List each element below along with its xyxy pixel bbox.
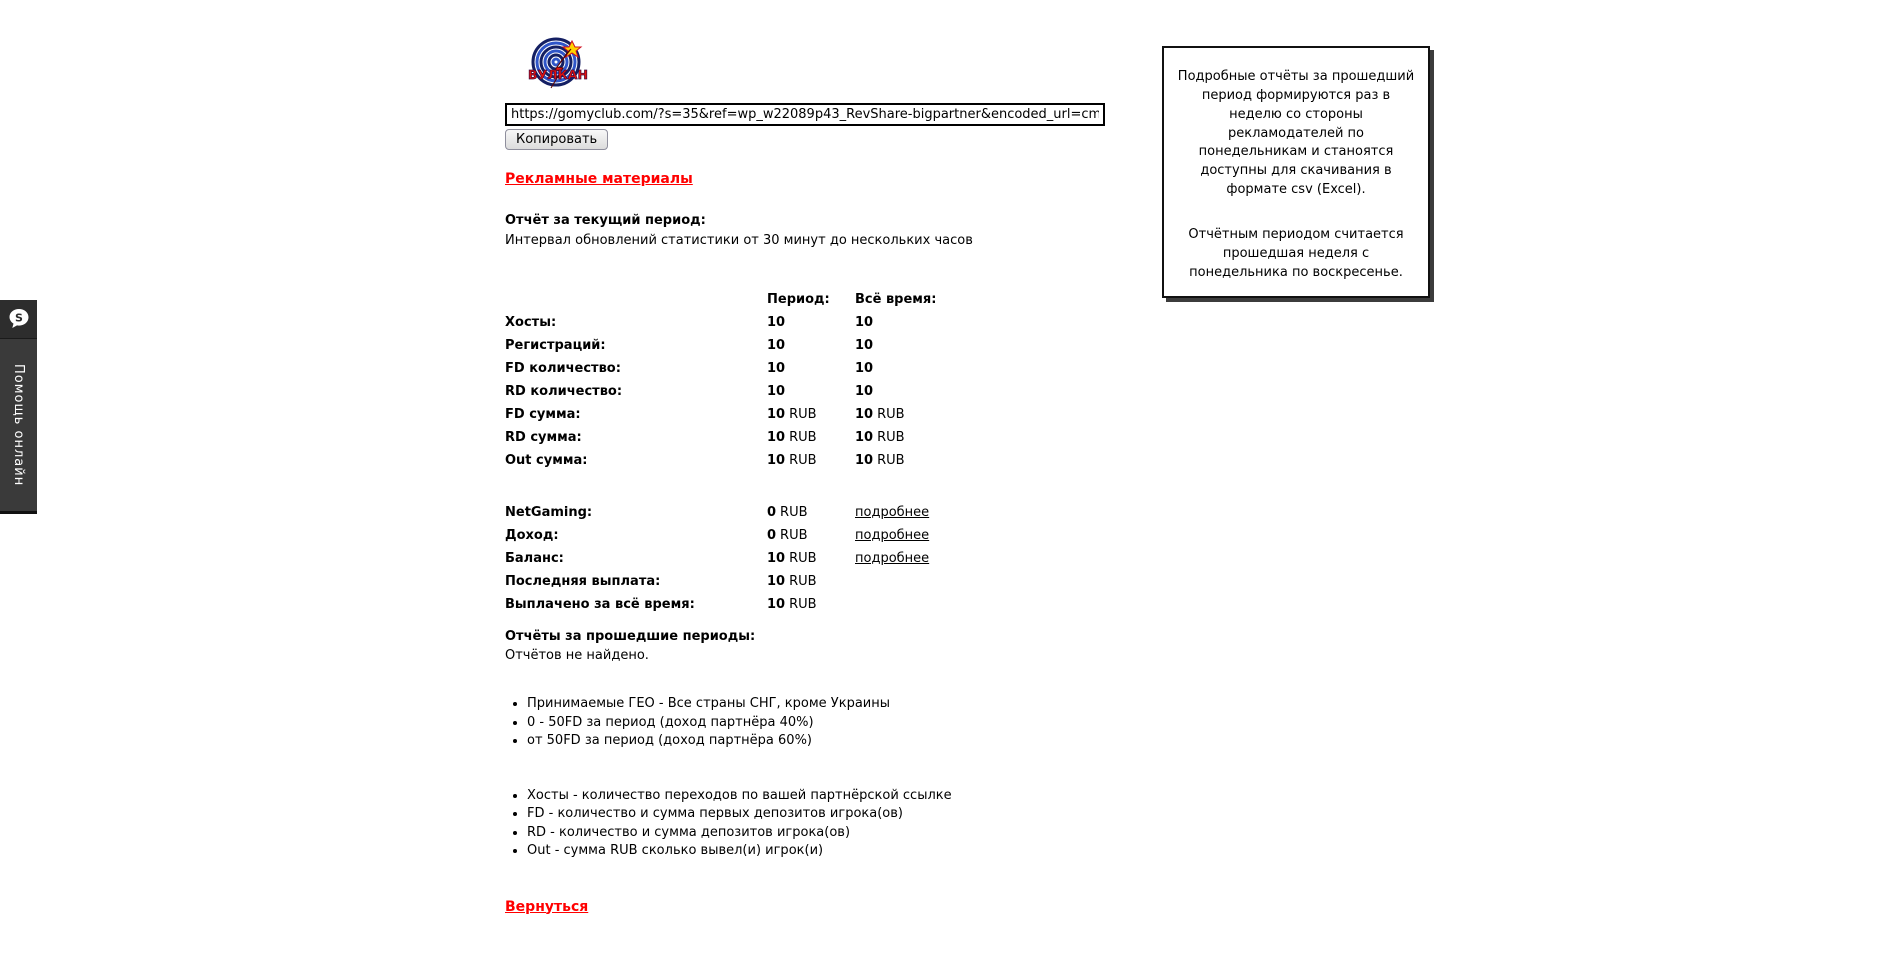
row-value: 10 RUB xyxy=(767,551,817,566)
details-link-netgaming[interactable]: подробнее xyxy=(855,505,930,520)
row-period-value: 10 RUB xyxy=(767,407,817,422)
row-label: FD количество: xyxy=(505,361,621,376)
chat-widget-label[interactable]: Помощь онлайн xyxy=(0,339,37,514)
details-link-balance[interactable]: подробнее xyxy=(855,551,930,566)
summary-table xyxy=(505,501,1165,616)
table-corner-cell xyxy=(505,288,767,311)
promo-materials-link[interactable]: Рекламные материалы xyxy=(505,171,693,187)
list-item: • Out - сумма RUB сколько вывел(и) игрок(и) xyxy=(527,842,1165,861)
list-item: • Принимаемые ГЕО - Все страны СНГ, кроме Украины xyxy=(527,695,1165,714)
info-box-paragraph: Подробные отчёты за прошедший период формируются раз в неделю со стороны рекламодателей по понедельникам и станоятся доступны для скачивания в формате csv (Excel). xyxy=(1177,69,1415,198)
empty-cell xyxy=(855,570,1025,593)
row-value: 0 RUB xyxy=(767,505,808,520)
past-reports-title: Отчёты за прошедшие периоды: xyxy=(505,629,756,644)
row-label: FD сумма: xyxy=(505,407,581,422)
row-period-value: 10 xyxy=(767,361,786,376)
chat-widget[interactable] xyxy=(0,300,37,514)
empty-cell xyxy=(855,593,1025,616)
chat-icon-button[interactable] xyxy=(0,300,37,339)
row-label: Регистраций: xyxy=(505,338,606,353)
row-value: 10 RUB xyxy=(767,574,817,589)
list-item: • Хосты - количество переходов по вашей партнёрской ссылке xyxy=(527,787,1165,806)
glossary-list xyxy=(505,787,1165,861)
row-label: NetGaming: xyxy=(505,505,593,520)
copy-button[interactable]: Копировать xyxy=(505,129,608,150)
list-item: • RD - количество и сумма депозитов игрока(ов) xyxy=(527,824,1165,843)
vulkan-logo-image xyxy=(527,36,589,98)
row-alltime-value: 10 RUB xyxy=(855,407,905,422)
list-item: • 0 - 50FD за период (доход партнёра 40%) xyxy=(527,714,1165,733)
row-alltime-value: 10 RUB xyxy=(855,453,905,468)
update-interval-note: Интервал обновлений статистики от 30 минут до нескольких часов xyxy=(505,233,973,248)
row-label: Выплачено за всё время: xyxy=(505,597,695,612)
row-period-value: 10 RUB xyxy=(767,430,817,445)
vulkan-logo xyxy=(527,36,589,98)
current-report-title: Отчёт за текущий период: xyxy=(505,213,706,228)
row-alltime-value: 10 RUB xyxy=(855,430,905,445)
terms-list xyxy=(505,695,1165,751)
row-value: 0 RUB xyxy=(767,528,808,543)
row-label: Хосты: xyxy=(505,315,557,330)
column-header-period: Период: xyxy=(767,292,830,307)
info-box xyxy=(1162,46,1430,298)
row-value: 10 RUB xyxy=(767,597,817,612)
row-period-value: 10 xyxy=(767,384,786,399)
past-reports-empty-text: Отчётов не найдено. xyxy=(505,648,649,663)
back-link[interactable]: Вернуться xyxy=(505,898,589,915)
column-header-all-time: Всё время: xyxy=(855,292,937,307)
row-label: Баланс: xyxy=(505,551,564,566)
row-alltime-value: 10 xyxy=(855,315,874,330)
current-report-table xyxy=(505,288,1165,472)
row-alltime-value: 10 xyxy=(855,384,874,399)
referral-link-input[interactable] xyxy=(505,103,1105,126)
svg-text:ВУЛКАН: ВУЛКАН xyxy=(528,67,588,82)
row-label: Out сумма: xyxy=(505,453,588,468)
chat-bubble-icon xyxy=(6,306,32,332)
row-label: Доход: xyxy=(505,528,559,543)
row-label: RD количество: xyxy=(505,384,623,399)
details-link-income[interactable]: подробнее xyxy=(855,528,930,543)
row-alltime-value: 10 xyxy=(855,361,874,376)
row-alltime-value: 10 xyxy=(855,338,874,353)
row-period-value: 10 xyxy=(767,338,786,353)
list-item: • от 50FD за период (доход партнёра 60%) xyxy=(527,732,1165,751)
info-box-paragraph: Отчётным периодом считается прошедшая неделя с понедельника по воскресенье. xyxy=(1188,226,1404,280)
row-label: Последняя выплата: xyxy=(505,574,661,589)
main-content xyxy=(505,36,1165,915)
row-period-value: 10 xyxy=(767,315,786,330)
svg-text:S: S xyxy=(14,311,23,325)
list-item: • FD - количество и сумма первых депозитов игрока(ов) xyxy=(527,805,1165,824)
row-period-value: 10 RUB xyxy=(767,453,817,468)
row-label: RD сумма: xyxy=(505,430,582,445)
